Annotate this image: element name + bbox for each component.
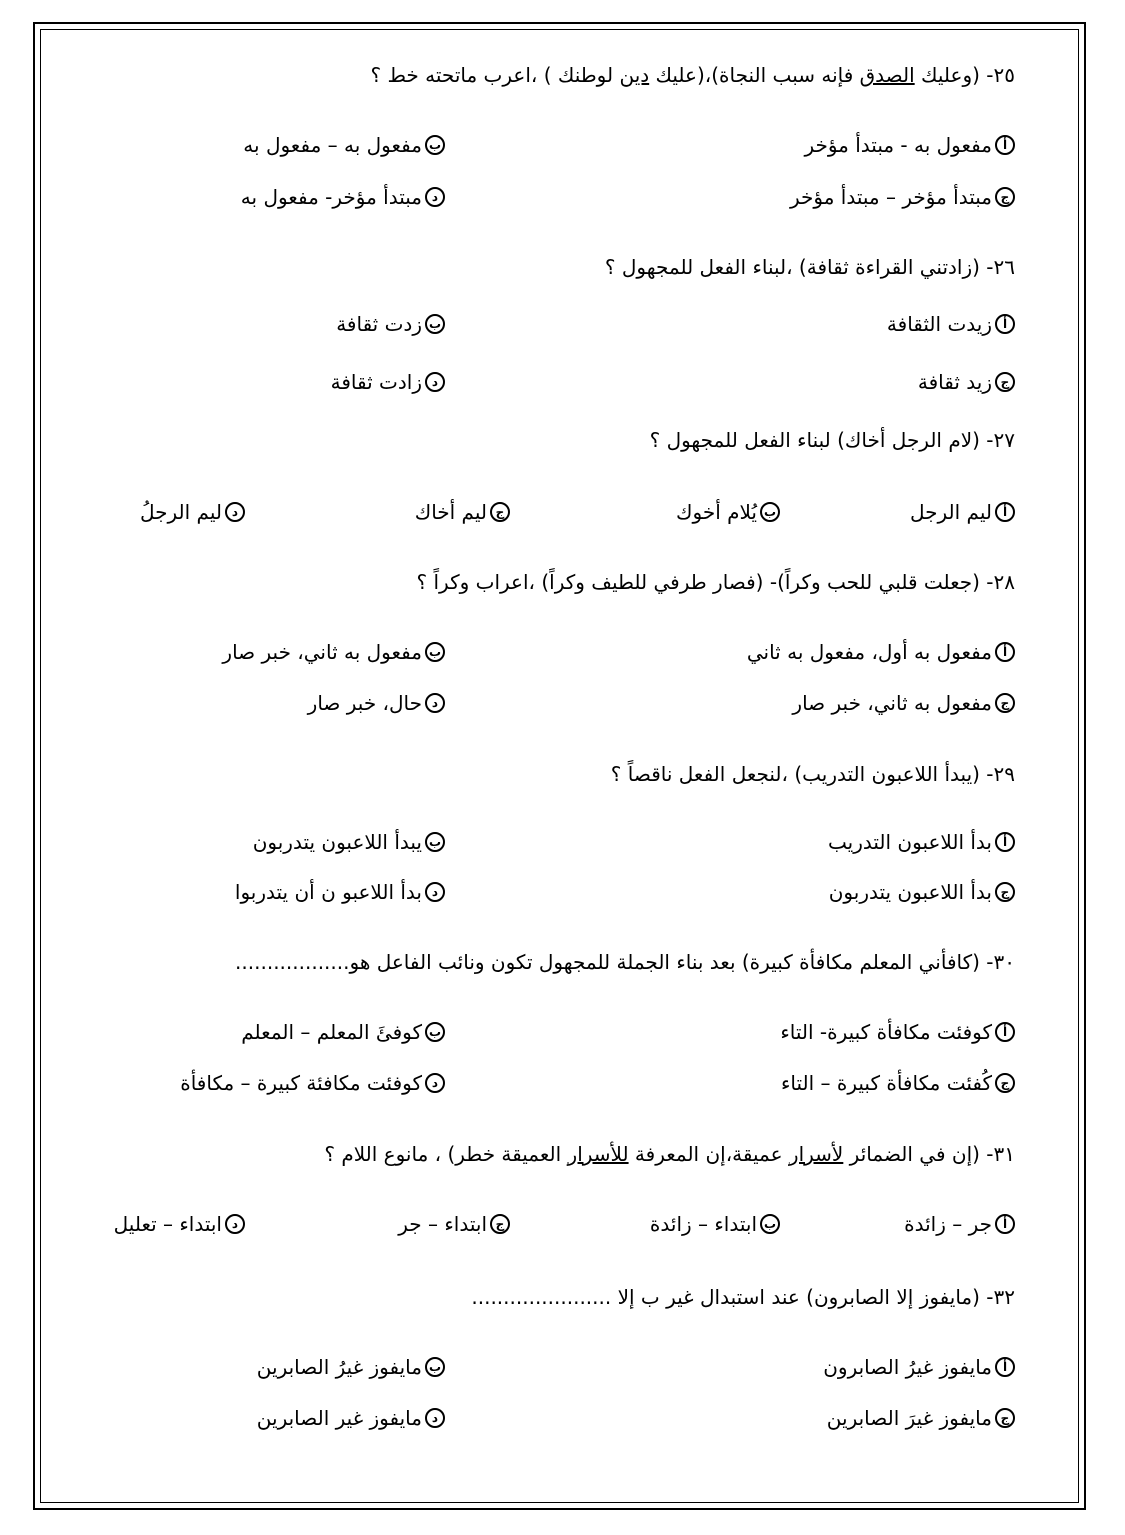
option-a[interactable]: أ بدأ اللاعبون التدريب	[828, 830, 1015, 854]
marker-d-icon: د	[425, 1073, 445, 1093]
option-b[interactable]: ب مفعول به – مفعول به	[243, 133, 445, 157]
option-b[interactable]: ب يبدأ اللاعبون يتدربون	[253, 830, 445, 854]
marker-d-icon: د	[425, 693, 445, 713]
marker-d-icon: د	[225, 1214, 245, 1234]
marker-a-icon: أ	[995, 832, 1015, 852]
marker-a-icon: أ	[995, 1022, 1015, 1042]
marker-c-icon: ج	[995, 187, 1015, 207]
option-c[interactable]: ج زيد ثقافة	[918, 370, 1015, 394]
question-31: ٣١- (إن في الضمائر لأسرار عميقة،إن المعرفة للأسرار العميقة خطر) ، مانوع اللام ؟	[324, 1142, 1015, 1166]
option-c[interactable]: ج كُفئت مكافأة كبيرة – التاء	[781, 1071, 1015, 1095]
marker-c-icon: ج	[995, 372, 1015, 392]
option-c[interactable]: ج بدأ اللاعبون يتدربون	[829, 880, 1015, 904]
marker-b-icon: ب	[760, 502, 780, 522]
marker-b-icon: ب	[425, 135, 445, 155]
marker-c-icon: ج	[995, 693, 1015, 713]
marker-d-icon: د	[425, 1408, 445, 1428]
question-32: ٣٢- (مايفوز إلا الصابرون) عند استبدال غير ب إلا ......................	[471, 1285, 1015, 1309]
question-29: ٢٩- (يبدأ اللاعبون التدريب) ،لنجعل الفعل ناقصاً ؟	[610, 762, 1015, 786]
option-d[interactable]: د حال، خبر صار	[308, 691, 445, 715]
marker-d-icon: د	[425, 882, 445, 902]
option-a[interactable]: أ ليم الرجل	[910, 500, 1015, 524]
marker-d-icon: د	[425, 372, 445, 392]
marker-a-icon: أ	[995, 642, 1015, 662]
option-a[interactable]: أ كوفئت مكافأة كبيرة- التاء	[780, 1020, 1015, 1044]
option-b[interactable]: ب ابتداء – زائدة	[650, 1212, 780, 1236]
option-d[interactable]: د زادت ثقافة	[331, 370, 445, 394]
marker-d-icon: د	[425, 187, 445, 207]
option-c[interactable]: ج مبتدأ مؤخر – مبتدأ مؤخر	[790, 185, 1015, 209]
marker-b-icon: ب	[760, 1214, 780, 1234]
option-c[interactable]: ج مايفوز غيرَ الصابرين	[827, 1406, 1015, 1430]
marker-b-icon: ب	[425, 832, 445, 852]
question-27: ٢٧- (لام الرجل أخاك) لبناء الفعل للمجهول ؟	[649, 428, 1015, 452]
option-b[interactable]: ب مفعول به ثاني، خبر صار	[222, 640, 445, 664]
marker-a-icon: أ	[995, 502, 1015, 522]
marker-d-icon: د	[225, 502, 245, 522]
marker-b-icon: ب	[425, 1357, 445, 1377]
option-d[interactable]: د مبتدأ مؤخر- مفعول به	[241, 185, 445, 209]
option-c[interactable]: ج مفعول به ثاني، خبر صار	[792, 691, 1015, 715]
option-a[interactable]: أ زيدت الثقافة	[887, 312, 1015, 336]
question-28: ٢٨- (جعلت قلبي للحب وكراً)- (فصار طرفي للطيف وكراً) ،اعراب وكراً ؟	[416, 570, 1015, 594]
marker-c-icon: ج	[490, 502, 510, 522]
marker-c-icon: ج	[995, 1073, 1015, 1093]
marker-a-icon: أ	[995, 1357, 1015, 1377]
marker-a-icon: أ	[995, 314, 1015, 334]
option-b[interactable]: ب مايفوز غيرُ الصابرين	[257, 1355, 445, 1379]
marker-c-icon: ج	[995, 1408, 1015, 1428]
marker-c-icon: ج	[490, 1214, 510, 1234]
option-a[interactable]: أ مفعول به - مبتدأ مؤخر	[804, 133, 1015, 157]
marker-a-icon: أ	[995, 135, 1015, 155]
question-26: ٢٦- (زادتني القراءة ثقافة) ،لبناء الفعل للمجهول ؟	[604, 255, 1015, 279]
option-d[interactable]: د مايفوز غير الصابرين	[257, 1406, 445, 1430]
option-a[interactable]: أ مايفوز غيرُ الصابرون	[823, 1355, 1015, 1379]
option-b[interactable]: ب كوفئَ المعلم – المعلم	[241, 1020, 445, 1044]
option-d[interactable]: د ابتداء – تعليل	[114, 1212, 245, 1236]
question-30: ٣٠- (كافأني المعلم مكافأة كبيرة) بعد بناء الجملة للمجهول تكون ونائب الفاعل هو..................	[235, 950, 1015, 974]
option-d[interactable]: د ليم الرجلُ	[140, 500, 245, 524]
marker-a-icon: أ	[995, 1214, 1015, 1234]
option-d[interactable]: د بدأ اللاعبو ن أن يتدربوا	[235, 880, 445, 904]
option-c[interactable]: ج ابتداء – جر	[398, 1212, 510, 1236]
marker-b-icon: ب	[425, 642, 445, 662]
marker-b-icon: ب	[425, 314, 445, 334]
option-c[interactable]: ج ليم أخاك	[415, 500, 510, 524]
question-25: ٢٥- (وعليك الصدق فإنه سبب النجاة)،(عليك دين لوطنك ) ،اعرب ماتحته خط ؟	[370, 63, 1015, 87]
option-a[interactable]: أ جر – زائدة	[904, 1212, 1015, 1236]
option-b[interactable]: ب يُلام أخوك	[676, 500, 780, 524]
option-a[interactable]: أ مفعول به أول، مفعول به ثاني	[747, 640, 1015, 664]
option-d[interactable]: د كوفئت مكافئة كبيرة – مكافأة	[180, 1071, 445, 1095]
marker-b-icon: ب	[425, 1022, 445, 1042]
option-b[interactable]: ب زدت ثقافة	[336, 312, 445, 336]
marker-c-icon: ج	[995, 882, 1015, 902]
